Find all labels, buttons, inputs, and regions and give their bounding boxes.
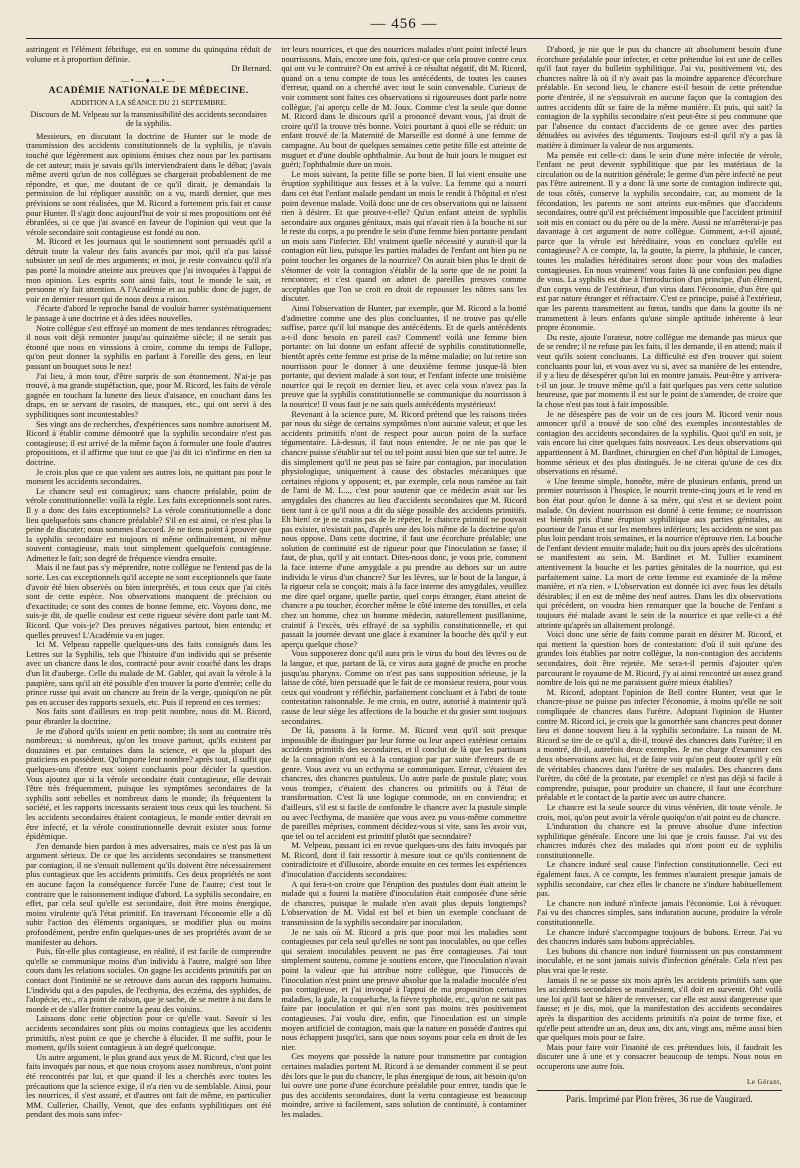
paragraph: J'écarte d'abord le reproche banal de vouloir barrer systématiquement le passage à une doctrine et à des idées nouvelles. xyxy=(26,304,272,324)
paragraph: Ainsi l'observation de Hunter, par exemple, que M. Ricord a la bonté d'admettre comme une des plus concluantes, il ne trouve pas qu'elle suffise, parce qu'il lui manque des antécédents. Et de quels antécédents a-t-il donc besoin en pareil cas? Comment! voilà une femme bien portante: on lui donne un enfant affecté de syphilis constitutionnelle, bientôt après cette femme est prise de la même maladie; on lui retire son nourrisson pour le donner à une deuxième femme jusque-là bien portante, qui devient malade à son tour, et l'enfant infecte une troisième nourrice qui le reçoit en dernier lieu, et avec cela vous n'avez pas la preuve que la syphilis constitutionnelle se communique du nourrisson à la nourrice! Il vous faut je ne sais quels antécédents mystérieux! xyxy=(281,304,527,409)
paragraph: Le chancre seul est contagieux; sans chancre préalable, point de vérole constitutionnelle: voilà la règle. Les faits exceptionnels sont rares. Il y a donc des faits exceptionnels? La vérole constitutionnelle a donc lieu quelquefois sans chancre préalable? S'il en est ainsi, ce n'est plus la peine de discuter; nous sommes d'accord. Je ne tiens point à prouver que la syphilis secondaire est toujours ni même ordinairement, ni même souvent contagieuse, mais tout simplement quelquefois contagieuse. Admettez le fait; son degré de fréquence viendra ensuite. xyxy=(26,486,272,563)
column-3 xyxy=(537,45,782,1155)
section-subtitle: ADDITION A LA SÉANCE DU 21 SEPTEMBRE. xyxy=(70,97,228,107)
paragraph: Vous supposerez donc qu'il aura pris le virus du bout des lèvres ou de la langue, et que, partant de là, ce virus aura gagné de proche en proche jusqu'au pharynx. Comme on n'est pas sans supposition sérieuse, je la laisse de côté, bien persuadé que le fait de ce monsieur restera, pour vous ceux qui voudront y réfléchir, parfaitement concluant et à l'abri de toute contestation raisonnable. Je me crois, en outre, autorisé à maintenir qu'à cause de leur siège les affections de la bouche et du gosier sont toujours secondaires. xyxy=(281,649,527,726)
paragraph: « Une femme simple, honnête, mère de plusieurs enfants, prend un premier nourrisson à l'hospice, le nourrit trente-cinq jours et le rend en bon état pour qu'on le donne à sa mère, qui s'est et se devient point malade. On devient nourrisson est donné à cette femme; ce nourrisson est bientôt pris d'une éruption syphilitique aux parties génitales, au pourtour de l'anus et sur les membres inférieurs; les accidents ne sont pas plus loin pendant trois semaines, et la nourrice n'éprouve rien. La bouche de l'enfant devient ensuite malade; huit ou dix jours après des ulcérations se manifestent au sein. M. Bardinet et M. Tullier examinent attentivement la bouche et les parties génitales de la nourrice, qui est parfaitement saine. La mort de cette femme est examinée de la même manière, et n'a rien. » L'observation est donnée ici avec fous les détails désirables; il en est de même des neuf autres. Dans les dix observations qui précèdent, on voudra bien remarquer que la bouche de l'enfant a toujours été malade avant le sein de la nourrice et que celle-ci a été atteinte qu'après un allaitement prolongé. xyxy=(536,476,782,630)
paragraph: De là, passons à la forme. M. Ricord veut qu'il soit presque impossible de distinguer par leur forme ou leur aspect extérieur certains accidents primitifs des secondaires, et il conclut de là que les partisans de la contagion n'ont eu à la contagion par par suite d'erreurs de ce genre. Vous avez vu un ecthyma se communiquer. Erreur, c'étaient des chancres, des chancres pustuleux. Un autre parle de pustule plate; vous vous trompez, c'étaient des chancres ou primitifs ou à l'état de transformation. C'est là une logique commode, on en conviendra; et d'ailleurs, s'il est si facile de confondre le chancre avec la pustule simple ou avec l'ecthyma, de manière que vous avez pu vous-même commettre de pareilles méprises, comment décidez-vous si vite, sans les avoir vus, que tel ou tel accident est primitif plutôt que secondaire? xyxy=(281,726,527,841)
paragraph: Un autre argument, le plus grand aux yeux de M. Ricord, c'est que les faits invoqués par nous, et que nous croyons assez nombreux, n'ont point été rencontrés par lui, et que quand il les a cherchés avec toutes les précautions que la science exige, il n'a rien vu de semblable. Ainsi, pour les nourrices, il s'est assuré, et d'autres ont fait de même, en particulier MM. Cullerier, Chailly, Venot, que des enfants syphilitiques ont été pendant des mois sans infec- xyxy=(26,1052,272,1120)
paragraph: M. Velpeau, passant ici en revue quelques-uns des faits invoqués par M. Ricord, dont il fait ressortir à mesure tout ce qu'ils contiennent de contradictoire et d'illusoire, aborde ensuite en ces termes les expériences d'inoculation d'accidents secondaires: xyxy=(281,841,527,880)
paragraph: Messieurs, en discutant la doctrine de Hunter sur le mode de transmission des accidents constitutionnels de la syphilis, je n'avais touché que légèrement aux opinions émises chez nous par les partisans de cet auteur; mais je savais qu'ils interviendraient dans le débat; j'avais même averti qu'un de nos collègues se chargerait probablement de me répondre, et que, me doutant de ce qu'il dirait, je demandais la permission de lui répliquer aussitôt: on a vu, mardi dernier, que mes prévisions se sont réalisées, que M. Ricord a fortement pris fait et cause pour Hunter. Il s'agit donc aujourd'hui de voir si mes propositions ont été ébranlées, si ce que j'ai avancé en faveur de l'opinion qui veut que la vérole secondaire soit contagieuse est fondé ou non. xyxy=(26,131,272,237)
article-title: Discours de M. Velpeau sur la transmissibilité des accidents secondaires de la syphilis. xyxy=(30,109,267,129)
paragraph: Mais pour faire voir l'inanité de ces prétendues lois, il faudrait les discuter une à une et y consacrer beaucoup de temps. Nous nous en occuperons une autre fois. xyxy=(536,1042,782,1071)
column-1 xyxy=(26,45,271,1155)
paragraph: Notre collègue s'est effrayé un moment de mes tendances rétrogrades; il nous voit déjà remonter jusqu'au quinzième siècle; il ne serait pas étonné que nous en vinssions à croire, comme du temps de Fallope, qu'on peut donner la syphilis en parlant à l'oreille des gens, en leur passant un bouquet sous le nez! xyxy=(26,323,272,371)
paragraph: J'en demande bien pardon à mes adversaires, mais ce n'est pas là un argument sérieux. De ce que les accidents secondaires se transmettent par contagion, il ne s'ensuit nullement qu'ils doivent être nécessairement plus contagieux que les accidents primitifs. Ces deux propriétés ne sont en aucune façon la conséquence forcée l'une de l'autre; c'est tout le contraire que le raisonnement indique d'abord. La syphilis secondaire, en effet, par cela seul qu'elle est secondaire, doit être moins énergique, moins virulente qu'à l'état primitif. En traversant l'économie elle a dû subir l'action des éléments organiques, se modifier plus ou moins profondément, perdre enfin quelques-unes de ses propriétés avant de se manifester au dehors. xyxy=(26,841,272,947)
lead-paragraph: astringent et l'élément fébrifuge, est en somme du quinquina réduit de volume et à proportion définie. xyxy=(26,45,272,64)
paragraph: Laissons donc cette objection pour ce qu'elle vaut. Savoir si les accidents secondaires sont plus ou moins contagieux que les accidents primitifs, n'est point ce que je cherche à élucider. Il me suffit, pour le moment, qu'ils soient contagieux à un degré quelconque. xyxy=(26,1014,272,1053)
footer-rule xyxy=(537,1090,782,1091)
paragraph: Le mois suivant, la petite fille se porte bien. Il lui vient ensuite une éruption syphilitique aux fesses et à la vulve. La femme qui a nourri dans cet état l'enfant malade pendant un mois le rendit à l'hôpital et n'est point devenue malade. Voilà donc une de ces observations qui ne laissent rien à désirer. Et que prouve-t-elle? Qu'un enfant atteint de syphilis secondaire aux organes génitaux, mais qui n'avait rien à la bouche ni sur le reste du corps, a pu prendre le sein d'une femme bien portante pendant un mois sans l'infecter. Eh! vraiment quelle nécessité y aurait-il que la contagion eût lieu, puisque les parties malades de l'enfant ont bien pu ne point toucher les organes de la nourrice? On aurait bien plus le droit de s'étonner de voir la contagion s'établir de la sorte que de ne point la rencontrer; et c'est quand on admet de pareilles preuves comme acceptables que l'on se croit en droit de repousser les nôtres sans les discuter. xyxy=(281,169,527,304)
page-number: — 456 — xyxy=(370,16,438,32)
lead-signature: Dr Bernard. xyxy=(231,64,272,74)
paragraph: D'abord, je nie que le pus du chancre ait absolument besoin d'une écorchure préalable pour infecter, et cette prétendue loi est une de celles qu'il faut rayer du bulletin syphilitique. J'ai vu, positivement vu, des chancres naître là où il n'y avait pas la moindre apparence d'écorchure préalable. En second lieu, le chancre est-il besoin de cette prétendue porte d'entrée, il ne s'ensuivrait en aucune façon que la contagion des autres accidents dût se faire de la même manière. Et puis, qui sait? la contagion de la syphilis secondaire n'est peut-être si peu commune que par l'absence du contact d'accidents de ce genre avec des parties dénudées ou avivées des téguments. Toujours est-il qu'il n'y a pas là matière à diminuer la valeur de nos arguments. xyxy=(536,45,782,150)
ornament-divider: —•—♦—•— xyxy=(120,75,177,85)
paragraph: Du reste, ajoute l'orateur, notre collègue me demande pas mieux que de se rendre; il ne refuse pas les faits, il les demande, il en attend; mais il veut qu'ils soient concluants. La difficulté est d'en trouver qui soient concluants pour lui, et vous avez vu si, avec sa manière de les entendre, il y a lieu de désespérer qu'on lui en montre jamais. Peut-être y arrivera-t-il un jour. Je trouve même qu'il a fait quelques pas vers cette solution heureuse, que par moments il est sur le point de s'amender, de croire que la chose n'est pas tout à fait impossible. xyxy=(536,332,782,409)
paragraph: Les bubons du chancre non induré fournissent un pus constamment inoculable, et ne sont jamais suivis d'infection générale. Cela n'est pas plus vrai que le reste. xyxy=(536,946,782,975)
column-2 xyxy=(281,45,526,1155)
paragraph: Je ne désespère pas de voir un de ces jours M. Ricord venir nous annoncer qu'il a trouvé de son côté des exemples incontestables de contagion des accidents secondaires de la syphilis. Quoi qu'il en soit, je vais encore lui citer quelques faits nouveaux. Les deux observations qui appartiennent à M. Bardinet, chirurgien en chef d'un hôpital de Limoges, homme sérieux et des plus distingués. Je ne citerai qu'une de ces dix observations en résumé. xyxy=(536,409,782,477)
paragraph: Ces moyens que possède la nature pour transmettre par contagion certaines maladies portent M. Ricord à se demander comment il se peut dès lors que le pus du chancre, le plus énergique de tous, ait besoin qu'on lui ouvre une porte d'une écorchure préalable pour entrer, tandis que le pus des accidents secondaires, dont la vertu contagieuse est beaucoup moindre, arrive si facilement, sans solution de continuité, à contaminer les malades. xyxy=(281,1052,527,1119)
paragraph: Puis, fût-elle plus contagieuse, en réalité, il est facile de comprendre qu'elle se communique moins d'un individu à l'autre, malgré son libre cours dans les relations sociales. On gagne les accidents primitifs par un contact dont l'intimité ne se retrouve dans aucun des rapports humains. L'individu qui a des papules, de l'ecthyma, des eczéma, des syphides, de l'alopécie, etc., n'a point de raison, que je sache, de se mettre à nu dans le monde et de s'aller frotter contre la peau des voisins. xyxy=(26,947,272,1014)
paragraph: Voici donc une série de faits comme parait en désirer M. Ricord, et qui mettent la question hors de contestation: d'où il suit qu'une des grandes lois établies par notre collègue, la non-contagion des accidents secondaires, doit être rejetée. Me sera-t-il permis d'ajouter qu'en parcourant le royaume de M. Ricord, j'y ai ainsi rencontré un assez grand nombre de lois qui ne me paraissent guère mieux établies? xyxy=(536,630,782,688)
printer-imprint: Paris. Imprimé par Plon frères, 36 rue de Vaugirard. xyxy=(566,1094,753,1105)
paragraph: Jamais il ne se passe six mois après les accidents primitifs sans que les accidents secondaires se manifestent, s'il doit en survenir. Oh! voilà une loi qu'il faut se hâter de renverser, car elle est aussi dangereuse que fausse; et je dis, moi, que la manifestation des accidents secondaires après la disparition des accidents primitifs n'a point de terme fixe, et qu'elle peut attendre un an, deux ans, dix ans, vingt ans, même aussi bien que quelques mois pour se faire. xyxy=(536,975,782,1043)
paragraph: M. Ricord, adoptant l'opinion de Bell contre Hunter, veut que le chancre-pisse ne puisse pas infecter l'économie, à moins qu'elle ne soit compliquée de chancres dans l'urètre. Adoptant l'opinion de Hunter contre M. Ricord ici, je crois que la gonorrhée sans chancres peut donner lieu et donne souvent lieu à la syphilis secondaire. La raison de M. Ricord se tire de ce qu'il a, dit-il, trouvé des chancres dans l'urètre; il en a montré, dit-il, autrefois deux exemples. Je me charge d'examiner ces deux observations avec lui, et de faire voir qu'on peut douter qu'il y eût de véritables chancres dans l'urètre de ses malades. Des chancres dans l'urètre, du côté de la prostate, par exemple! ce n'est pas déjà si facile à comprendre, puisque, pour produire un chancre, il faut une écorchure préalable et le contact de la partie avec un autre chancre. xyxy=(536,687,782,803)
text-columns xyxy=(26,45,782,1155)
paragraph: Le chancre non induré n'infecte jamais l'économie. Loi à révoquer. J'ai vu des chancres simples, sans induration aucune, produire la vérole constitutionnelle. xyxy=(536,898,782,928)
paragraph: M. Ricord et les journaux qui le soutiennent sont persuadés qu'il a détruit toute la valeur des faits avancés par moi, qu'il n'a pas laissé subsister un seul de mes arguments; et moi, je reste convaincu qu'il n'a pas porté la moindre atteinte aux preuves que j'ai invoquées à l'appui de mon opinion. Les esprits sont ainsi faits, tout le monde le sait, et personne n'y fait attention. A l'Académie et au public donc de juger, de voir en dernier ressort qui de nous deux a raison. xyxy=(26,237,272,304)
paragraph: J'ai lieu, à mon tour, d'être surpris de son étonnement. N'ai-je pas trouvé, à ma grande stupéfaction, que, pour M. Ricord, les faits de vérole gagnée en touchant la lunette des lieux d'aisance, en couchant dans les draps, en se servant de rasoirs, de masques, etc., qui ont servi à des syphilitiques sont incontestables? xyxy=(26,371,272,419)
paragraph: Revenant à la science pure, M. Ricord prétend que les raisons tirées par nous du siège de certains symptômes n'ont aucune valeur, et que les accidents primitifs n'ont de respect pour aucun point de la surface tégumentaire. Là-dessus, il faut nous entendre. Je ne nie pas que le chancre puisse s'établir sur tel ou tel point aussi bien que sur tel autre. Je dis simplement qu'il ne peut pas se faire par contagion, par inoculation physiologique, uniquement à cause des obstacles mécaniques que certaines régions y opposent; et, par exemple, cela nous ramène au fait de l'ami de M. L..., c'est pour soutenir que ce médecin avait sur les amygdales des chancres au lieu d'accidents secondaires que M. Ricord tient tant à ce qu'il nous a dit du siège possible des accidents primitifs. Eh bien! ce je ne crains pas de le répéter, le chancre primitif ne pouvait pas exister, n'existait pas, d'après une des lois même de la doctrine qu'on nous oppose. Dans cette doctrine, il faut une écorchure préalable; une solution de continuité est de rigueur pour que l'inoculation se fasse; il faut, de plus, qu'il y ait contact. Dites-nous donc, je vous prie, comment la face interne d'une amygdale a pu prendre au dehors sur un autre individu le virus d'un chancre? Sur les lèvres, sur le bout de la langue, à la rigueur cela se conçoit; mais à la face interne des amygdales, veuillez me dire quel organe, quelle partie, quel corps étranger, étant atteint de chancre a pu toucher, écorcher même le côté interne des tonsilles, et cela chez un homme, chez un homme médecin, naturellement pusillanime, craintif à l'excès, très effrayé de sa syphilis constitutionnelle, et qui passait la journée devant une glace à examiner la bouche dès qu'il y eut aperçu quelque chose? xyxy=(281,409,527,649)
paragraph: Le chancre induré seul cause l'infection constitutionnelle. Ceci est également faux. A ce compte, les femmes n'auraient presque jamais de syphilis secondaire, car chez elles le chancre ne s'indure habituellement pas. xyxy=(536,860,782,899)
paragraph: Ici M. Velpeau rappelle quelques-uns des faits consignés dans les Lettres sur la Syphilis, tels que l'histoire d'un individu qui se présente avec un chancre dans le dos, contracté pour avoir couché dans les draps d'un lit d'auberge. Celle du malade de M. Gabler, qui avait la vérole à la paupière, sans qu'il ait été possible d'en trouver la porte d'entrée; celle du prince russe qui avait un chancre au frein de la verge, quoiqu'on ne pût pas en accuser des rapports sexuels, etc. Puis il reprend en ces termes: xyxy=(26,640,272,707)
section-title: ACADÉMIE NATIONALE DE MÉDECINE. xyxy=(48,86,249,97)
paragraph: ter leurs nourrices, et que des nourrices malades n'ont point infecté leurs nourrissons. Mais, encore une fois, qu'est-ce que cela prouve contre ceux qui ont vu le contraire? On est arrivé à ce résultat négatif, dit M. Ricord, quand on a tenu compte de tous les antécédents, de toutes les causes d'erreur, quand on a cherché avec tout le soin convenable. Curieux de voir comment sont faites ces observations si rigoureuses dont parle notre collègue, j'ai aperçu celle de M. Joux. Comme c'est la seule que donne M. Ricord dans le discours qu'il a prononcé devant vous, j'ai droit de croire qu'il la trouve très bonne. Voici pourtant à quoi elle se réduit: un enfant trouvé de la Maternité de Marseille est donné à une femme de campagne. Au bout de quelques semaines cette petite fille est atteinte de muguet et d'une double ophthalmie. Au bout de huit jours le muguet est guéri; l'ophthalmie dure un mois. xyxy=(281,45,527,170)
paragraph: Le chancre est la seule source du virus vénérien, dit toute vérole. Je crois, moi, qu'on peut avoir la vérole quoiqu'on n'ait point eu de chancre. xyxy=(536,802,782,822)
paragraph: Nos faits sont d'ailleurs en trop petit nombre, nous dit M. Ricord, pour ébranler la doctrine. xyxy=(26,707,272,726)
paragraph: Je me d'abord qu'ils soient en petit nombre; ils sont au contraire très nombreux; si nombreux, qu'on les trouve partout, qu'ils existent par douzaines et par centaines dans la science, et que la plupart des praticiens en possèdent. Qu'importe leur nombre? après tout, il suffit que quelques-uns d'entre eux soient concluants pour décider la question. Vous ajoutez que si la vérole secondaire était contagieuse, elle devrait l'être très fréquemment, puisque les symptômes secondaires de la syphilis sont rebelles et nombreux dans le monde; ils fréquentent la société, et les rapports incessants seraient tous ceux qui les touchent. Si les accidents secondaires étaient contagieux, le monde entier devrait en être infecté, et la vérole constitutionnelle devrait exister sous forme épidémique. xyxy=(26,726,272,842)
paragraph: Je crois plus que ce que valent ses autres lois, ne quittant pas pour le moment les accidents secondaires. xyxy=(26,467,272,487)
paragraph: Je ne sais où M. Ricord a pris que pour moi les maladies sont contagieuses par cela seul qu'elles ne sont pas inoculables, ou que celles qui seraient inoculables peuvent ne pas être contagieuses. J'ai tout simplement soutenu, comme je soutiens encore, que l'inoculation n'avait point la valeur que lui attribue notre collègue, que l'insuccès de l'inoculation n'est point une preuve absolue que la maladie inoculée n'est pas contagieuse, et j'ai invoqué à l'appui de ma proposition certaines maladies, la gale, la coqueluche, la fièvre typhoïde, etc., qu'on ne sait pas faire par inoculation et qui n'en sont pas moins très positivement contagieuses. J'ai voulu dire, enfin, que l'inoculation est un simple moyen artificiel de contagion, mais que la nature en possède d'autres qui nous échappent jusqu'ici, sans que nous soyons pour cela en droit de les nier. xyxy=(281,927,527,1052)
page-header xyxy=(26,8,782,39)
gerant-signature: Le Gérant, xyxy=(747,1077,782,1086)
paragraph: Le chancre induré s'accompagne toujours de bubons. Erreur. J'ai vu des chancres indurés sans bubons appréciables. xyxy=(536,927,782,947)
paragraph: Ses vingt ans de recherches, d'expériences sans nombre autorisent M. Ricord à établir comme démontré que la syphilis secondaire n'est pas contagieuse; il est arrivé de la même façon à formuler une foule d'autres propositions, et il affirme que tout ce que j'ai dit ici n'infirme en rien sa doctrine. xyxy=(26,419,272,467)
paragraph: Ma pensée est celle-ci: dans le sein d'une mère infectée de vérole, l'enfant ne peut devenir syphilitique que par les matériaux de la circulation ou de la nutrition générale; le germe d'un père infecté ne peut pas l'être autrement. Il y a donc là une sorte de contagion indirecte qui, de tous côtés, conserve la syphilis secondaire, car, au moment de la fécondation, les parents ne sont atteints eux-mêmes que d'accidents secondaires, outre qu'il est précisément impossible que l'accident primitif soit mis en contact ou du père ou de la mère. Aussi ne m'arrêterai-je pas davantage à cet argument de notre collègue. Comment, a-t-il ajouté, parce que la vérole est héréditaire, vous en concluez qu'elle est contagieuse? A ce compte, la, la goutte, la pierre, la phthisie, le cancer, toutes les maladies héréditaires seront donc pour vous des maladies contagieuses. En nous vraiment! vous faites là une confusion peu digne de vous. La syphilis est due à l'introduction d'un principe, d'un élément, d'un corps venu de l'extérieur, d'un virus dans l'économie, d'un être qui est par nature étranger et réfractaire. C'est ce principe, puisé à l'extérieur, que les parents transmettent au fœtus, tandis que dans la goutte ils ne transmettent à leurs enfants qu'une simple aptitude inhérente à leur propre économie. xyxy=(536,150,782,333)
paragraph: Mais il ne faut pas s'y méprendre, notre collègue ne l'entend pas de la sorte. Les cas exceptionnels qu'il accepte ne sont exceptionnels que faute d'avoir été bien observés ou bien interprétés, et tous ceux que j'ai cités sont de cette espèce. Nos observations manquent de précision ou d'exactitude; ce sont des contes de bonne femme, etc. Voyons donc, me suis-je dit, de quelle couleur est cette rigueur sévère dont parle tant M. Ricord. Que vois-je? Des preuves négatives partout, bien entendu; et quelles preuves! L'Académie va en juger. xyxy=(26,563,272,640)
paragraph: L'induration du chancre est la preuve absolue d'une infection syphilitique générale. Encore une loi que je crois fausse. J'ai vu des chancres indurés chez des malades qui n'ont point eu de syphilis constitutionnelle. xyxy=(536,822,782,860)
paragraph: A qui fera-t-on croire que l'éruption des pustules dont était atteint le malade qui a fourni la matière d'inoculation était composée d'une série de chancres, puisque le malade n'en avait plus depuis longtemps? L'observation de M. Vidal est bel et bien un exemple concluant de transmission de la syphilis secondaire par inoculation. xyxy=(281,879,527,928)
